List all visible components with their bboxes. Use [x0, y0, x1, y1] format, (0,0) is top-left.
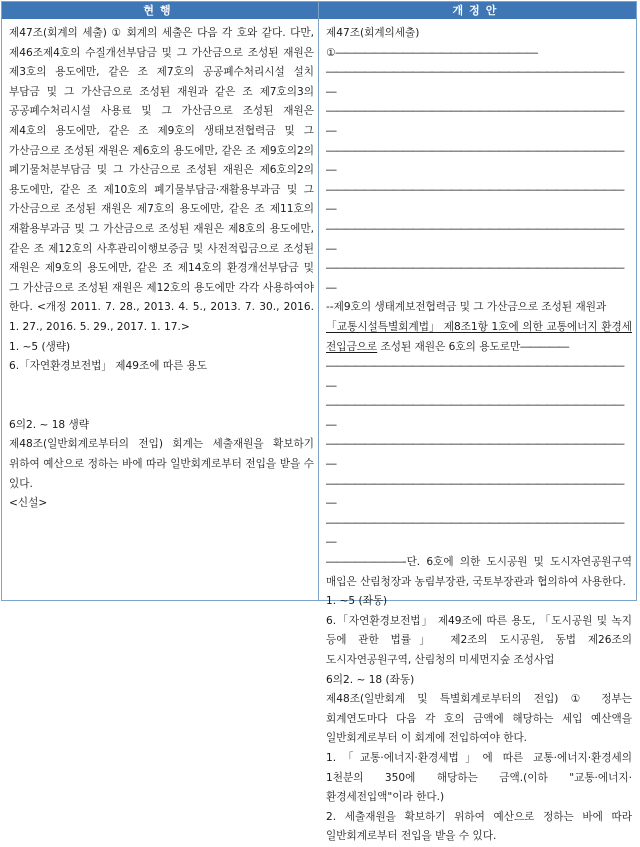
- omission-dashes: ―――――: [520, 340, 569, 353]
- omission-dashes: ――――――――: [326, 556, 403, 569]
- revised-column: [326, 24, 632, 847]
- current-item6-2: 6의2. ~ 18 생략: [9, 418, 90, 431]
- omission-dashes: ―――――――――――――――――――――: [335, 46, 537, 59]
- omission-line: ――――――――――――――――――――――――――――――――: [326, 183, 624, 216]
- revised-art47-head: [326, 24, 632, 63]
- header-current: 현행: [2, 2, 318, 19]
- omission-line: ――――――――――――――――――――――――――――――――: [326, 477, 624, 510]
- revised-art48: 제48조(일반회계 및 특별회계로부터의 전입) ① 정부는 회계연도마다 다음 각 호의 금액에 해당하는 세입 예산액을 일반회계로부터 이 회계에 전입하여야 한다.: [326, 693, 632, 745]
- revised-item1: 1.「교통·에너지·환경세법」에 따른 교통·에너지·환경세의 1천분의 350에 해당하는 금액.(이하 "교통·에너지·환경세전입액"이라 한다.): [326, 751, 632, 804]
- header-revised: 개정안: [319, 2, 636, 19]
- omission-line: ――――――――――――――――――――――――――――――――: [326, 105, 624, 137]
- revised-line-b-rest: 조성된 재원은 6호의 용도로만: [377, 340, 521, 353]
- spacer: [9, 377, 314, 397]
- revised-art47-title: 제47조(회계의세출) ①: [326, 27, 420, 59]
- omission-line: ――――――――――――――――――――――――――――――――: [326, 66, 624, 98]
- revised-line-c-text: 6호에 의한 도시공원 및 도시자연공원구역 매입은 산림청장과 농림부장관, 국토부장관과 협의하여 사용한다.: [326, 556, 632, 588]
- column-divider: [318, 2, 319, 600]
- current-new-marker: <신설>: [9, 497, 48, 510]
- revised-item6: 6.「자연환경보전법」 제49조에 따른 용도, 「도시공원 및 녹지 등에 관한 법률」 제2조의 도시공원, 동법 제26조의 도시자연공원구역, 산림청의 미세먼지숲 조성사업: [326, 614, 632, 666]
- revised-item1-5: 1. ~5 (좌동): [326, 595, 388, 608]
- omission-line: ――――――――――――――――――――――――――――――――: [326, 516, 624, 549]
- revised-line-c-prefix: -단.: [402, 556, 421, 569]
- revised-item6-2: 6의2. ~ 18 (좌동): [326, 673, 415, 686]
- current-item6: 6.「자연환경보전법」 제49조에 따른 용도: [9, 360, 208, 373]
- omission-line: ――――――――――――――――――――――――――――――――: [326, 222, 624, 255]
- current-art47: 제47조(회계의 세출) ① 회계의 세출은 다음 각 호와 같다. 다만, 제46조제4호의 수질개선부담금 및 그 가산금으로 조성된 재원은 제3호의 용도에만, 같은 조 제7호의 공공폐수처리시설 설치 부담금 및 그 가산금으로 조성된 재원과 같은 조 제7호의3의 공공폐수처리시설 사용료 및 그 가산금으로 조성된 재원은 제4호의 용도에만, 같은 조 제9호의 생태보전협력금 및 그 가산금으로 조성된 재원은 제6호의 용도에만, 같은 조 제9호의2의 폐기물처분부담금 및 그 가산금으로 조성된 재원은 제6호의2의 용도에만, 같은 조 제10호의 폐기물부담금·재활용부과금 및 그 가산금으로 조성된 재원은 제7호의 용도에만, 같은 조 제11호의 재활용부과금 및 그 가산금으로 조성된 재원은 제8호의 용도에만, 같은 조 제12호의 사후관리이행보증금 및 사전적립금으로 조성된 재원은 제9호의 용도에만, 같은 조 제14호의 환경개선부담금 및 그 가산금으로 조성된 재원은 제12호의 용도에만 각각 사용하여야 한다. <개정 2011. 7. 28., 2013. 4. 5., 2013. 7. 30., 2016. 1. 27., 2016. 5. 29., 2017. 1. 17.>: [9, 27, 314, 333]
- current-item1-5: 1. ~5 (생략): [9, 340, 71, 353]
- revised-item2: 2. 세출재원을 확보하기 위하여 예산으로 정하는 바에 따라 일반회계로부터 전입을 받을 수 있다.: [326, 810, 632, 843]
- current-column: [9, 24, 314, 514]
- revised-line-c: [326, 553, 632, 592]
- omission-line: ――――――――――――――――――――――――――――――――: [326, 438, 624, 471]
- omission-line: ――――――――――――――――――――――――――――――――: [326, 399, 624, 431]
- revised-line-b: [326, 318, 632, 357]
- revised-line-a: --제9호의 생태계보전협력금 및 그 가산금으로 조성된 재원과: [326, 301, 607, 314]
- comparison-table: [1, 1, 637, 843]
- omission-line: ――――――――――――――――――――――――――――――――: [326, 360, 624, 392]
- revised-line-b-underlined: 「교통시설특별회계법」 제8조1항 1호에 의한 교통에너지 환경세 전입금으로: [326, 320, 632, 353]
- omission-line: ――――――――――――――――――――――――――――――――: [326, 144, 624, 177]
- spacer: [9, 396, 314, 416]
- omission-line: ――――――――――――――――――――――――――――――――: [326, 262, 624, 294]
- current-art48: 제48조(일반회계로부터의 전입) 회계는 세출재원을 확보하기 위하여 예산으로 정하는 바에 따라 일반회계로부터 전입을 받을 수 있다.: [9, 438, 314, 490]
